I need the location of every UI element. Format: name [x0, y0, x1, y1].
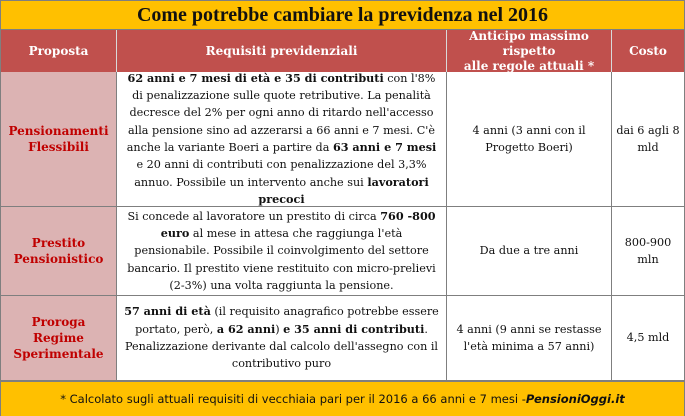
row-label-proroga	[1, 296, 117, 381]
anticipo-proroga	[447, 296, 612, 381]
req-text: e 20 anni di contributi con penalizzazione del 3,3% annuo. Possibile un intervento anche sui	[134, 158, 427, 189]
req-bold: a 62 anni	[216, 321, 276, 336]
req-text: al mese in attesa che raggiunga l'età pensionabile. Possibile il coinvolgimento del settore bancario. Il prestito viene restituito con micro-prelievi (2-3%) una volta raggiunta la pensione.	[127, 227, 436, 292]
costo-pensionamenti	[612, 72, 684, 207]
requisiti-pensionamenti	[117, 72, 447, 207]
req-text: (il requisito anagrafico potrebbe essere portato, però,	[135, 305, 439, 336]
req-bold: 63 anni e 7 mesi	[332, 140, 437, 154]
row-label-line2: Sperimentale	[13, 347, 104, 361]
costo-prestito	[612, 207, 684, 296]
header-anticipo-line1: Anticipo massimo rispetto	[469, 28, 589, 58]
req-text: Si concede al lavoratore un prestito di circa	[127, 209, 381, 223]
header-proposta: Proposta	[1, 30, 117, 72]
header-anticipo	[447, 30, 612, 72]
req-bold: 760 -800 euro	[160, 208, 436, 241]
anticipo-line2: l'età minima a 57 anni)	[463, 340, 595, 353]
anticipo-prestito: Da due a tre anni	[447, 207, 612, 296]
req-text: )	[275, 322, 284, 336]
table-title: Come potrebbe cambiare la previdenza nel 2016	[1, 1, 684, 30]
req-text: . Penalizzazione derivante dal calcolo dell'assegno con il contributivo puro	[124, 322, 438, 371]
requisiti-proroga	[117, 296, 447, 381]
req-text: con l'8% di penalizzazione sulle quote retributive. La penalità decresce del 2% per ogni anno di ritardo nell'accesso alla pensione sino ad azzerarsi a 66 anni e 7 mesi. C'è anche la variante Boeri a partire da	[126, 71, 436, 154]
row-label-prestito	[1, 207, 117, 296]
req-bold: e 35 anni di contributi	[283, 321, 425, 336]
footer-brand-link[interactable]: PensioniOggi.it	[525, 392, 625, 406]
req-bold: lavoratori precoci	[258, 174, 429, 206]
header-costo: Costo	[612, 30, 684, 72]
costo-line2: mln	[637, 253, 659, 266]
row-label-line2: Pensionistico	[13, 252, 104, 266]
row-label-pensionamenti	[1, 72, 117, 207]
footer-note	[1, 381, 684, 416]
row-label-line1: Proroga Regime	[31, 315, 86, 345]
row-label-line1: Pensionamenti	[8, 124, 109, 138]
anticipo-line1: 4 anni (3 anni con il	[472, 123, 586, 137]
footer-text: * Calcolato sugli attuali requisiti di vecchiaia pari per il 2016 a 66 anni e 7 mesi -	[60, 392, 526, 406]
costo-line2: mld	[637, 141, 659, 154]
header-anticipo-line2: alle regole attuali *	[463, 58, 595, 73]
costo-line1: 800-900	[624, 235, 672, 249]
requisiti-prestito	[117, 207, 447, 296]
costo-proroga: 4,5 mld	[612, 296, 684, 381]
anticipo-line2: Progetto Boeri)	[485, 141, 573, 154]
row-label-line1: Prestito	[31, 236, 86, 250]
req-bold: 57 anni di età	[124, 304, 211, 319]
anticipo-line1: 4 anni (9 anni se restasse	[456, 322, 602, 336]
header-requisiti: Requisiti previdenziali	[117, 30, 447, 72]
costo-line1: dai 6 agli 8	[616, 123, 680, 137]
anticipo-pensionamenti	[447, 72, 612, 207]
row-label-line2: Flessibili	[28, 140, 89, 154]
req-bold: 62 anni e 7 mesi di età e 35 di contributi	[127, 70, 384, 85]
